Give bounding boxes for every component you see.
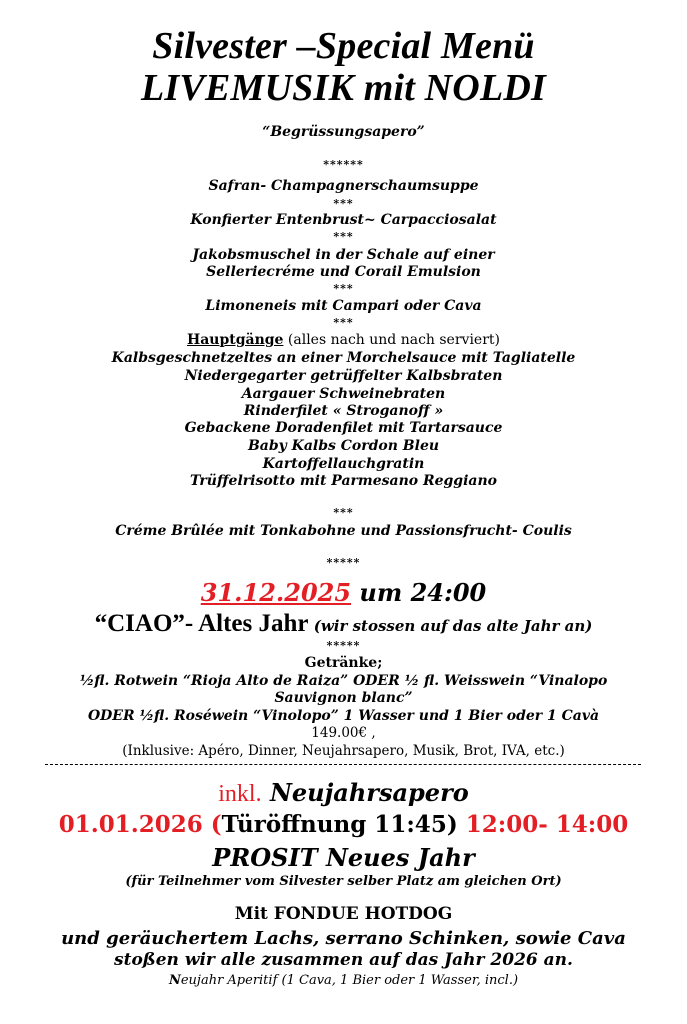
separator: *** bbox=[333, 197, 354, 210]
prosit-heading: PROSIT Neues Jahr bbox=[212, 843, 475, 872]
separator: ***** bbox=[326, 639, 361, 652]
main-dish: Kartoffellauchgratin bbox=[262, 456, 425, 472]
apero-item: “Begrüssungsapero” bbox=[262, 124, 425, 140]
main-dish: Niedergegarter getrüffelter Kalbsbraten bbox=[184, 368, 503, 384]
ciao-heading: “CIAO”- Altes Jahr bbox=[94, 610, 309, 637]
separator: *** bbox=[333, 316, 354, 329]
newyear-date-row bbox=[0, 811, 687, 838]
separator: *** bbox=[333, 282, 354, 295]
aperitif-label: eujahr Aperitif bbox=[180, 973, 278, 988]
mains-heading-row bbox=[0, 332, 687, 348]
newyear-apero-row bbox=[0, 778, 687, 808]
sorbet-item: Limoneneis mit Campari oder Cava bbox=[205, 298, 482, 314]
fondue-line: Mit FONDUE HOTDOG bbox=[234, 904, 453, 924]
newyear-date: 01.01.2026 ( bbox=[58, 811, 222, 838]
main-dish: Aargauer Schweinebraten bbox=[241, 386, 446, 402]
newyear-apero-title: Neujahrsapero bbox=[261, 778, 469, 807]
drinks-heading: Getränke; bbox=[304, 655, 383, 671]
door-opening: Türöffnung 11:45) bbox=[221, 811, 458, 838]
newyear-text-line1: und geräuchertem Lachs, serrano Schinken, sowie Cava bbox=[61, 928, 626, 949]
event-date: 31.12.2025 bbox=[200, 578, 352, 607]
newyear-hours: 12:00- 14:00 bbox=[457, 811, 629, 838]
main-dish: Trüffelrisotto mit Parmesano Reggiano bbox=[190, 473, 497, 489]
ciao-row bbox=[0, 610, 687, 638]
separator: *** bbox=[333, 230, 354, 243]
participants-note: (für Teilnehmer vom Silvester selber Platz am gleichen Ort) bbox=[125, 874, 562, 889]
mains-note: (alles nach und nach serviert) bbox=[283, 332, 500, 348]
main-dish: Rinderfilet « Stroganoff » bbox=[243, 403, 444, 419]
ciao-note: (wir stossen auf das alte Jahr an) bbox=[308, 617, 593, 635]
soup-item: Safran- Champagnerschaumsuppe bbox=[208, 178, 479, 194]
separator: ***** bbox=[326, 556, 361, 569]
price: 149.00€ , bbox=[311, 725, 376, 741]
aperitif-row bbox=[0, 973, 687, 988]
main-dish: Kalbsgeschnetzeltes an einer Morchelsauce mit Tagliatelle bbox=[111, 350, 576, 366]
event-time: um 24:00 bbox=[351, 578, 487, 607]
inclusive-note: (Inklusive: Apéro, Dinner, Neujahrsapero, Musik, Brot, IVA, etc.) bbox=[122, 743, 565, 759]
main-dish: Baby Kalbs Cordon Bleu bbox=[247, 438, 440, 454]
drinks-line3: ODER ½fl. Roséwein “Vinolopo” 1 Wasser und 1 Bier oder 1 Cavà bbox=[87, 708, 600, 724]
scallop-item-line2: Selleriecréme und Corail Emulsion bbox=[206, 264, 481, 280]
drinks-line2: Sauvignon blanc” bbox=[274, 690, 413, 706]
page-title-line2: LIVEMUSIK mit NOLDI bbox=[141, 67, 546, 109]
drinks-line1: ½fl. Rotwein “Rioja Alto de Raiza” ODER ½ fl. Weisswein “Vinalopo bbox=[79, 673, 608, 689]
aperitif-initial: N bbox=[168, 973, 181, 988]
dessert-item: Créme Brûlée mit Tonkabohne und Passionsfrucht- Coulis bbox=[115, 523, 572, 539]
event-date-row bbox=[0, 578, 687, 607]
separator: *** bbox=[333, 506, 354, 519]
mains-heading: Hauptgänge bbox=[186, 332, 284, 348]
incl-label: inkl. bbox=[218, 781, 262, 807]
page-title-line1: Silvester –Special Menü bbox=[152, 25, 535, 67]
divider bbox=[45, 764, 641, 765]
scallop-item-line1: Jakobsmuschel in der Schale auf einer bbox=[192, 247, 495, 263]
salad-item: Konfierter Entenbrust~ Carpacciosalat bbox=[190, 212, 497, 228]
aperitif-note: (1 Cava, 1 Bier oder 1 Wasser, incl.) bbox=[277, 973, 519, 988]
main-dish: Gebackene Doradenfilet mit Tartarsauce bbox=[184, 420, 503, 436]
newyear-text-line2: stoßen wir alle zusammen auf das Jahr 2026 an. bbox=[114, 950, 573, 970]
separator: ****** bbox=[323, 158, 364, 171]
